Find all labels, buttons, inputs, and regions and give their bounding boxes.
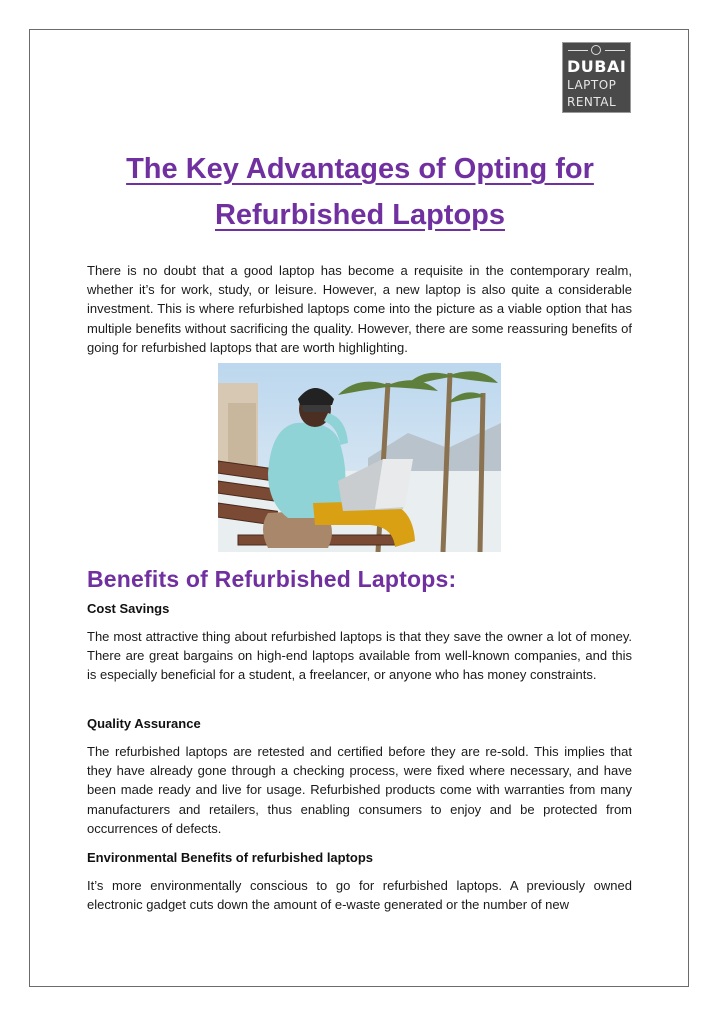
page-title [60,146,660,238]
section-text-quality-assurance: The refurbished laptops are retested and certified before they are re-sold. This implies that they have already gone through a checking process, were fixed where necessary, and have been made ready and live for usage. Refurbished products come with warranties from many manufacturers and retailers, thus enabling consumers to enjoy and be protected from occurrences of defects. [87,744,632,836]
logo-line-2: LAPTOP [567,78,617,92]
logo-line-3: RENTAL [567,95,617,109]
section-text-environmental: It’s more environmentally conscious to go for refurbished laptops. A previously owned electronic gadget cuts down the amount of e-waste generated or the number of new [87,878,632,913]
title-line-2: Refurbished Laptops [214,199,505,231]
logo-rule-right [605,50,625,51]
section-heading-quality-assurance: Quality Assurance [87,716,201,731]
section-heading-cost-savings: Cost Savings [87,601,170,616]
benefits-heading: Benefits of Refurbished Laptops: [87,566,457,592]
intro-paragraph: There is no doubt that a good laptop has become a requisite in the contemporary realm, whether it’s for work, study, or leisure. However, a new laptop is also quite a considerable investment. This is where refurbished laptops come into the picture as a viable option that has multiple benefits without sacrificing the quality. However, there are some reassuring benefits of going for refurbished laptops that are worth highlighting. [87,263,632,355]
logo-emblem-icon [591,45,601,55]
man-with-laptop-photo [218,363,501,552]
section-heading-environmental: Environmental Benefits of refurbished laptops [87,850,374,865]
title-line-1: The Key Advantages of Opting for [126,153,594,185]
logo-rule-left [568,50,588,51]
dubai-laptop-rental-logo [562,42,631,113]
section-text-cost-savings: The most attractive thing about refurbished laptops is that they save the owner a lot of money. There are great bargains on high-end laptops available from well-known companies, and this is especially beneficial for a student, a freelancer, or anyone who has money constraints. [87,629,632,683]
logo-line-1: DUBAI [567,57,627,76]
